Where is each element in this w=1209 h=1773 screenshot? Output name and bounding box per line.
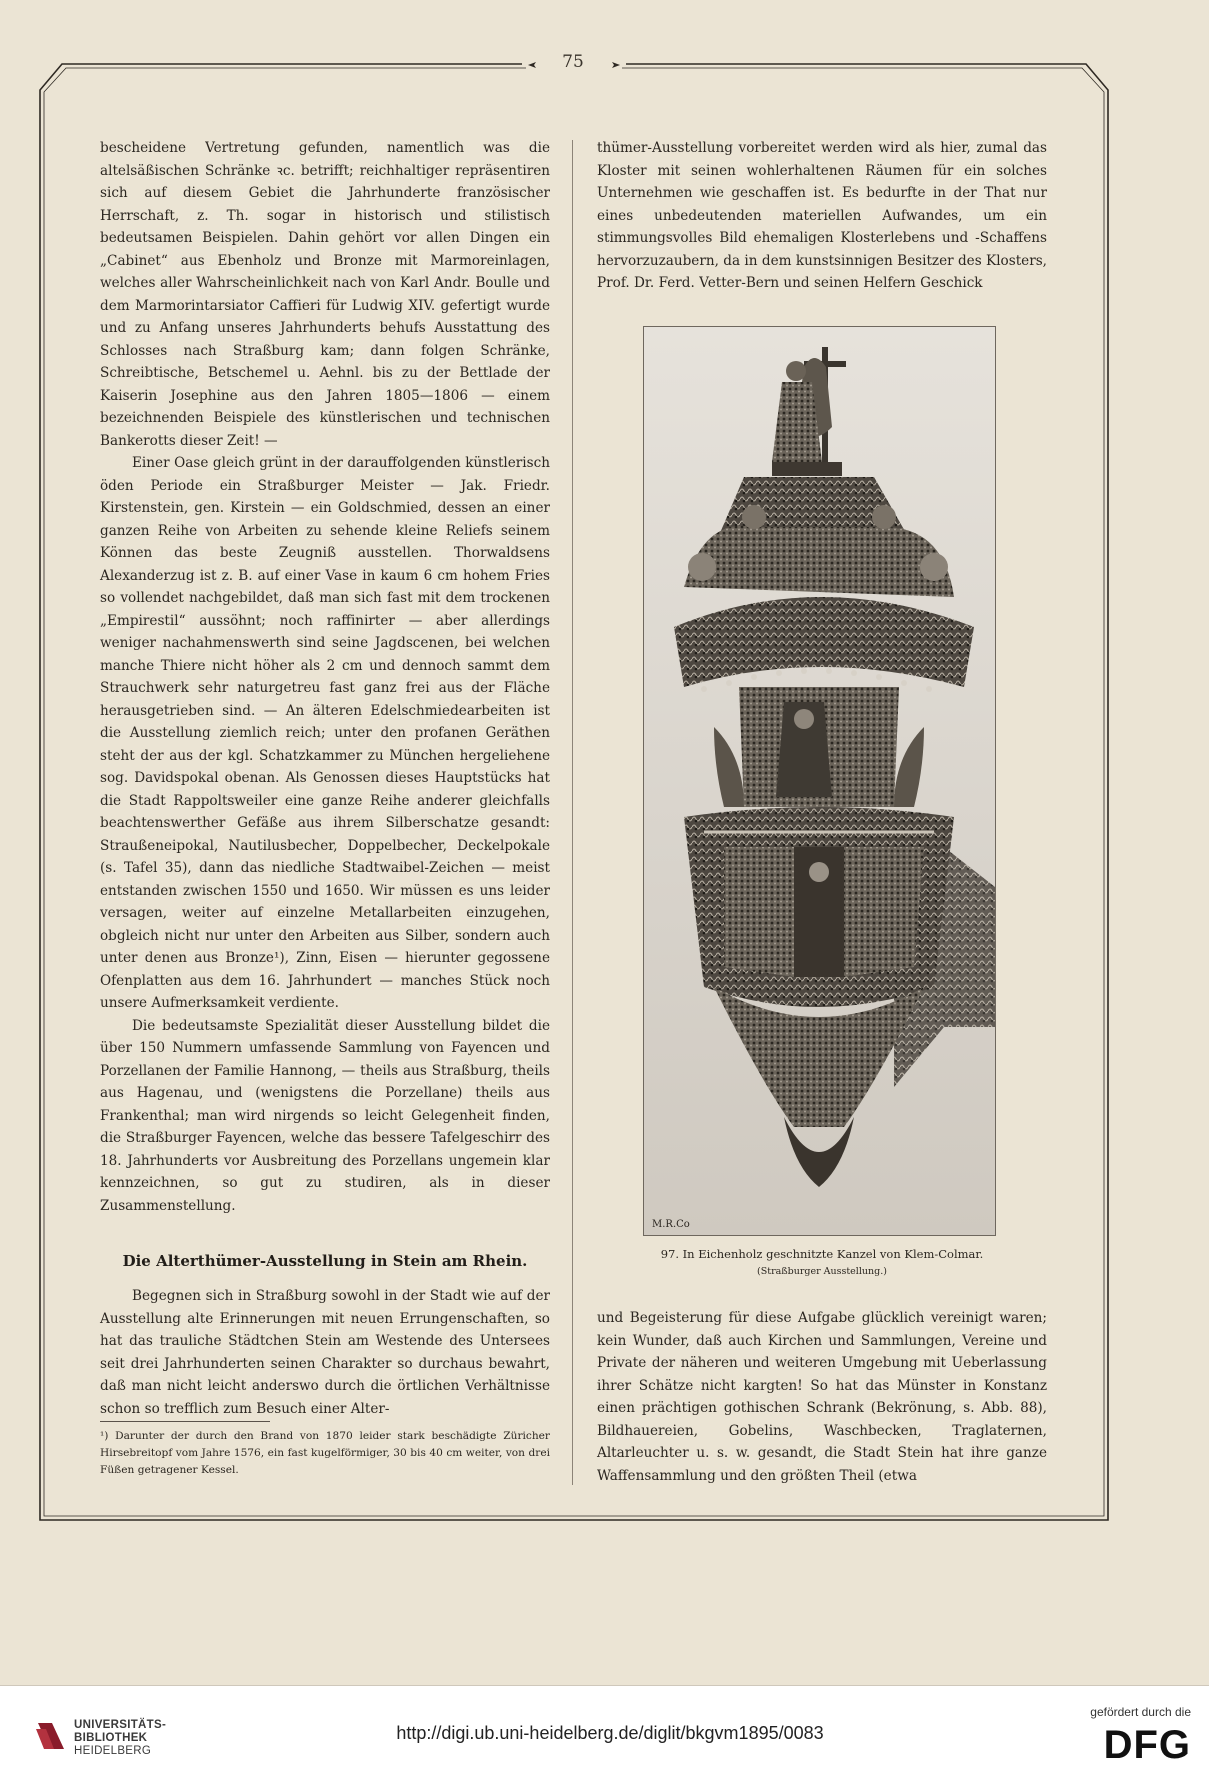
library-name-line1: UNIVERSITÄTS- [74, 1719, 167, 1731]
paragraph: thümer-Ausstellung vorbereitet werden wird als hier, zumal das Kloster mit seinen wohlerhaltenen Räumen für ein solches Unternehmen wie geschaffen ist. Es bedurfte in der That nur eines unbedeutenden materiellen Aufwandes, um ein stimmungsvolles Bild ehemaligen Klosterlebens und -Schaffens hervorzuzaubern, da in dem kunstsinnigen Besitzer des Klosters, Prof. Dr. Ferd. Vetter-Bern und seinen Helfern Geschick [597, 140, 1047, 291]
library-name-line2: BIBLIOTHEK [74, 1732, 148, 1744]
right-column-bottom-text [597, 1307, 1047, 1487]
library-name [74, 1719, 166, 1758]
footer-rule [0, 1685, 1209, 1686]
library-name-line3: HEIDELBERG [74, 1745, 152, 1757]
paragraph: Die bedeutsamste Spezialität dieser Ausstellung bildet die über 150 Nummern umfassende Sammlung von Fayencen und Porzellanen der Familie Hannong, — theils aus Straßburg, theils aus Hagenau, und (wenigstens die Porzellane) theils aus Frankenthal; man wird nirgends so leicht Gelegenheit finden, die Straßburger Fayencen, welche das bessere Tafelgeschirr des 18. Jahrhunderts vor Ausbreitung des Porzellans ungemein klar kennzeichnen, so gut zu studiren, als in dieser Zusammenstellung. [100, 1017, 550, 1214]
column-divider [572, 140, 573, 1485]
source-url-link[interactable]: http://digi.ub.uni-heidelberg.de/diglit/bkgvm1895/0083 [396, 1723, 824, 1743]
paragraph: bescheidene Vertretung gefunden, namentlich was die altelsäßischen Schränke ꝛc. betrifft; reichhaltiger repräsentiren sich auf diesem Gebiet die Jahrhunderte französischer Herrschaft, z. Th. sogar in historisch und stilistisch bedeutsamen Beispielen. Dahin gehört vor allen Dingen ein „Cabinet“ aus Ebenholz und Bronze mit Marmoreinlagen, welches aller Wahrscheinlichkeit nach von Karl Andr. Boulle und dem Marmorintarsiator Caffieri für Ludwig XIV. gefertigt wurde und zu Anfang unseres Jahrhunderts behufs Ausstattung des Schlosses nach Straßburg kam; dann folgen Schränke, Schreibtische, Betschemel u. Aehnl. bis zu der Bettlade der Kaiserin Josephine aus den Jahren 1805—1806 — einem bezeichnenden Beispiele des künstlerischen und technischen Bankerotts dieser Zeit! — [100, 140, 550, 449]
photo-monogram: M.R.Co [652, 1219, 690, 1230]
figure-caption-source: (Straßburger Ausstellung.) [757, 1266, 887, 1277]
left-column-text [100, 137, 550, 1217]
footnote: ¹) Darunter der durch den Brand von 1870 leider stark beschädigte Züricher Hirsebreitopf vom Jahre 1576, ein fast kugelförmiger, 30 bis 40 cm weiter, von drei Füßen getragener Kessel. [100, 1430, 550, 1476]
library-logo-icon [36, 1719, 66, 1753]
figure-caption-title: 97. In Eichenholz geschnitzte Kanzel von Klem-Colmar. [660, 1247, 984, 1261]
paragraph: und Begeisterung für diese Aufgabe glücklich vereinigt waren; kein Wunder, daß auch Kirchen und Sammlungen, Vereine und Private der näheren und weiteren Umgebung mit Ueberlassung ihrer Schätze nicht kargten! So hat das Münster in Konstanz einen prächtigen gothischen Schrank (Bekrönung, s. Abb. 88), Bildhauereien, Gobelins, Waschbecken, Traglaternen, Altarleuchter u. s. w. gesandt, die Stadt Stein hat ihre ganze Waffensammlung und den größten Theil (etwa [597, 1310, 1047, 1484]
pulpit-photograph [643, 326, 996, 1236]
pulpit-illustration [644, 327, 995, 1235]
funded-by-label: gefördert durch die [1090, 1705, 1191, 1719]
left-column-bottom-text [100, 1285, 550, 1420]
page-number: 75 [562, 52, 584, 72]
dfg-logo: DFG [1103, 1723, 1191, 1767]
footnote-divider [100, 1421, 270, 1422]
paragraph: Begegnen sich in Straßburg sowohl in der Stadt wie auf der Ausstellung alte Erinnerungen mit neuen Errungenschaften, so hat das trauliche Städtchen Stein am Westende des Untersees seit drei Jahrhunderten seinen Charakter so durchaus bewahrt, daß man nicht leicht anderswo durch die örtlichen Verhältnisse schon so trefflich zum Besuch einer Alter- [100, 1288, 550, 1417]
section-heading: Die Alterthümer-Ausstellung in Stein am Rhein. [122, 1252, 528, 1270]
figure-caption [597, 1246, 1047, 1280]
footer-bar [0, 1685, 1209, 1773]
paragraph: Einer Oase gleich grünt in der darauffolgenden künstlerisch öden Periode ein Straßburger Meister — Jak. Friedr. Kirstenstein, gen. Kirstein — ein Goldschmied, dessen an einer ganzen Reihe von Arbeiten zu sehende kleine Reliefs seinem Können das beste Zeugniß ausstellen. Thorwaldsens Alexanderzug ist z. B. auf einer Vase in kaum 6 cm hohem Fries so vollendet nachgebildet, daß man sich fast mit dem trockenen „Empirestil“ aussöhnt; noch raffinirter — aber allerdings weniger nachahmenswerth sind seine Jagdscenen, bei welchen manche Thiere nicht höher als 2 cm und dennoch sammt dem Strauchwerk sehr naturgetreu fast ganz frei aus der Fläche herausgetrieben sind. — An älteren Edelschmiedearbeiten ist die Ausstellung ziemlich reich; unter den profanen Geräthen steht der aus der kgl. Schatzkammer zu München hergeliehene sog. Davidspokal obenan. Als Genossen dieses Hauptstücks hat die Stadt Rappoltsweiler eine ganze Reihe anderer gleichfalls beachtenswerther Gefäße aus ihrem Silberschatze gesandt: Straußeneipokal, Nautilusbecher, Doppelbecher, Deckelpokale (s. Tafel 35), dann das niedliche Stadtwaibel-Zeichen — meist entstanden zwischen 1550 und 1650. Wir müssen es uns leider versagen, weiter auf einzelne Metallarbeiten einzugehen, obgleich nicht nur unter den Arbeiten aus Silber, sondern auch unter denen aus Bronze¹), Zinn, Eisen — hierunter gegossene Ofenplatten aus dem 16. Jahrhundert — manches Stück noch unsere Aufmerksamkeit verdiente. [100, 455, 550, 1011]
right-column-text [597, 137, 1047, 295]
